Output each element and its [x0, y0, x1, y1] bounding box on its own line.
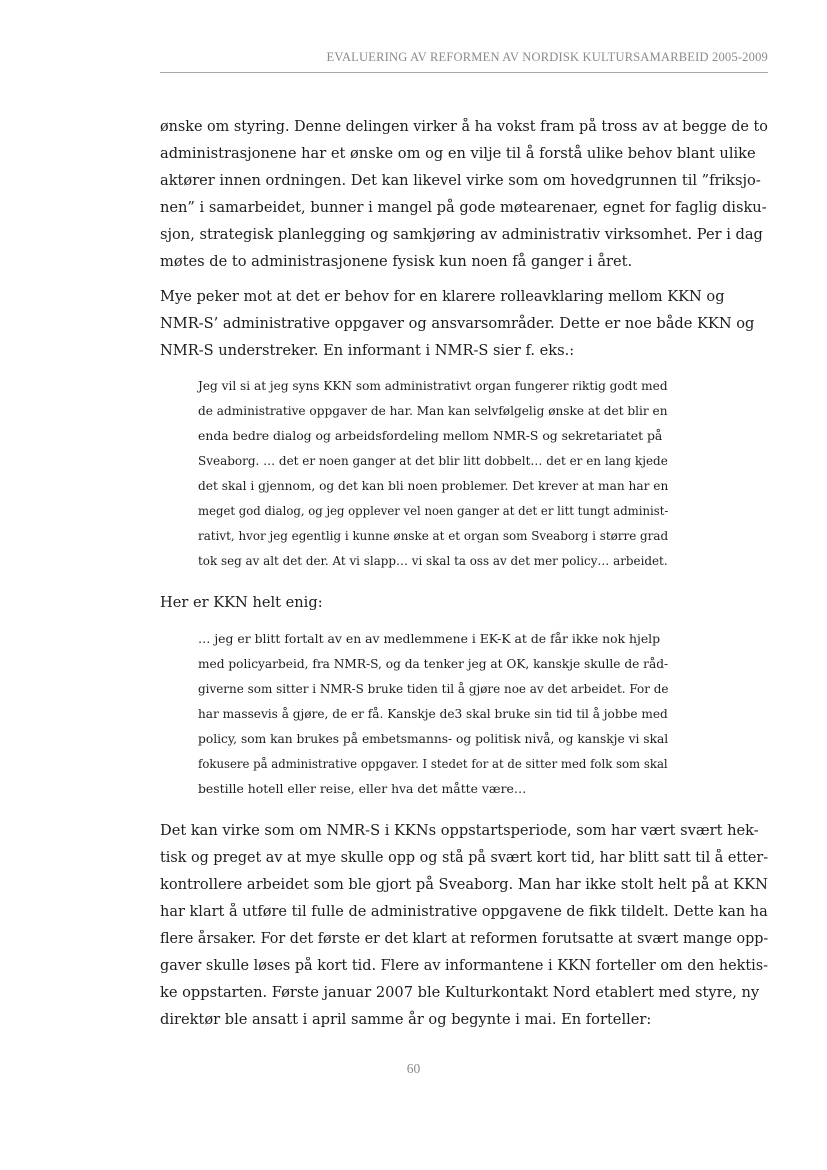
body-line: har klart å utføre til fulle de administrative oppgavene de fikk tildelt. Dette kan ha [160, 903, 768, 920]
body-line: Mye peker mot at det er behov for en klarere rolleavklaring mellom KKN og [160, 288, 725, 305]
body-line: NMR-S understreker. En informant i NMR-S sier f. eks.: [160, 342, 575, 359]
body-line: aktører innen ordningen. Det kan likevel virke som om hovedgrunnen til ”friksjo- [160, 172, 761, 189]
quote-line: fokusere på administrative oppgaver. I stedet for at de sitter med folk som skal [198, 756, 668, 771]
body-line: NMR-S’ administrative oppgaver og ansvarsområder. Dette er noe både KKN og [160, 315, 755, 332]
quote-line: enda bedre dialog og arbeidsfordeling mellom NMR-S og sekretariatet på [198, 428, 663, 443]
body-line: ønske om styring. Denne delingen virker å ha vokst fram på tross av at begge de to [160, 118, 768, 135]
header-rule [160, 72, 768, 73]
quote-line: det skal i gjennom, og det kan bli noen problemer. Det krever at man har en [198, 478, 669, 493]
quote-line: rativt, hvor jeg egentlig i kunne ønske at et organ som Sveaborg i større grad [198, 528, 669, 543]
quote-line: med policyarbeid, fra NMR-S, og da tenker jeg at OK, kanskje skulle de råd- [198, 656, 669, 671]
body-line: kontrollere arbeidet som ble gjort på Sveaborg. Man har ikke stolt helt på at KKN [160, 876, 768, 893]
body-line: nen” i samarbeidet, bunner i mangel på gode møtearenaer, egnet for faglig disku- [160, 199, 767, 216]
body-line: Her er KKN helt enig: [160, 594, 323, 611]
quote-line: de administrative oppgaver de har. Man kan selvfølgelig ønske at det blir en [198, 403, 668, 418]
quote-line: giverne som sitter i NMR-S bruke tiden til å gjøre noe av det arbeidet. For de [198, 681, 669, 696]
quote-line: Jeg vil si at jeg syns KKN som administrativt organ fungerer riktig godt med [198, 378, 668, 393]
body-line: Det kan virke som om NMR-S i KKNs oppstartsperiode, som har vært svært hek- [160, 822, 759, 839]
body-line: ke oppstarten. Første januar 2007 ble Kulturkontakt Nord etablert med styre, ny [160, 984, 760, 1001]
body-line: administrasjonene har et ønske om og en vilje til å forstå ulike behov blant ulike [160, 145, 756, 162]
quote-line: … jeg er blitt fortalt av en av medlemmene i EK-K at de får ikke nok hjelp [198, 631, 661, 646]
body-line: gaver skulle løses på kort tid. Flere av informantene i KKN forteller om den hektis- [160, 957, 769, 974]
body-line: tisk og preget av at mye skulle opp og stå på svært kort tid, har blitt satt til å etter- [160, 849, 769, 866]
quote-line: policy, som kan brukes på embetsmanns- og politisk nivå, og kanskje vi skal [198, 731, 669, 746]
body-line: direktør ble ansatt i april samme år og begynte i mai. En forteller: [160, 1011, 652, 1028]
body-line: møtes de to administrasjonene fysisk kun noen få ganger i året. [160, 253, 633, 270]
body-line: flere årsaker. For det første er det klart at reformen forutsatte at svært mange opp- [160, 930, 769, 947]
quote-line: tok seg av alt det der. At vi slapp… vi skal ta oss av det mer policy… arbeidet. [198, 553, 668, 568]
quote-line: har massevis å gjøre, de er få. Kanskje de3 skal bruke sin tid til å jobbe med [198, 706, 668, 721]
body-line: sjon, strategisk planlegging og samkjøring av administrativ virksomhet. Per i dag [160, 226, 763, 243]
quote-line: Sveaborg. … det er noen ganger at det blir litt dobbelt… det er en lang kjede [198, 453, 668, 468]
running-header: EVALUERING AV REFORMEN AV NORDISK KULTURSAMARBEID 2005-2009 [326, 50, 768, 64]
quote-line: meget god dialog, og jeg opplever vel noen ganger at det er litt tungt administ- [198, 503, 669, 518]
page-number: 60 [406, 1061, 421, 1076]
quote-line: bestille hotell eller reise, eller hva det måtte være… [198, 781, 527, 796]
